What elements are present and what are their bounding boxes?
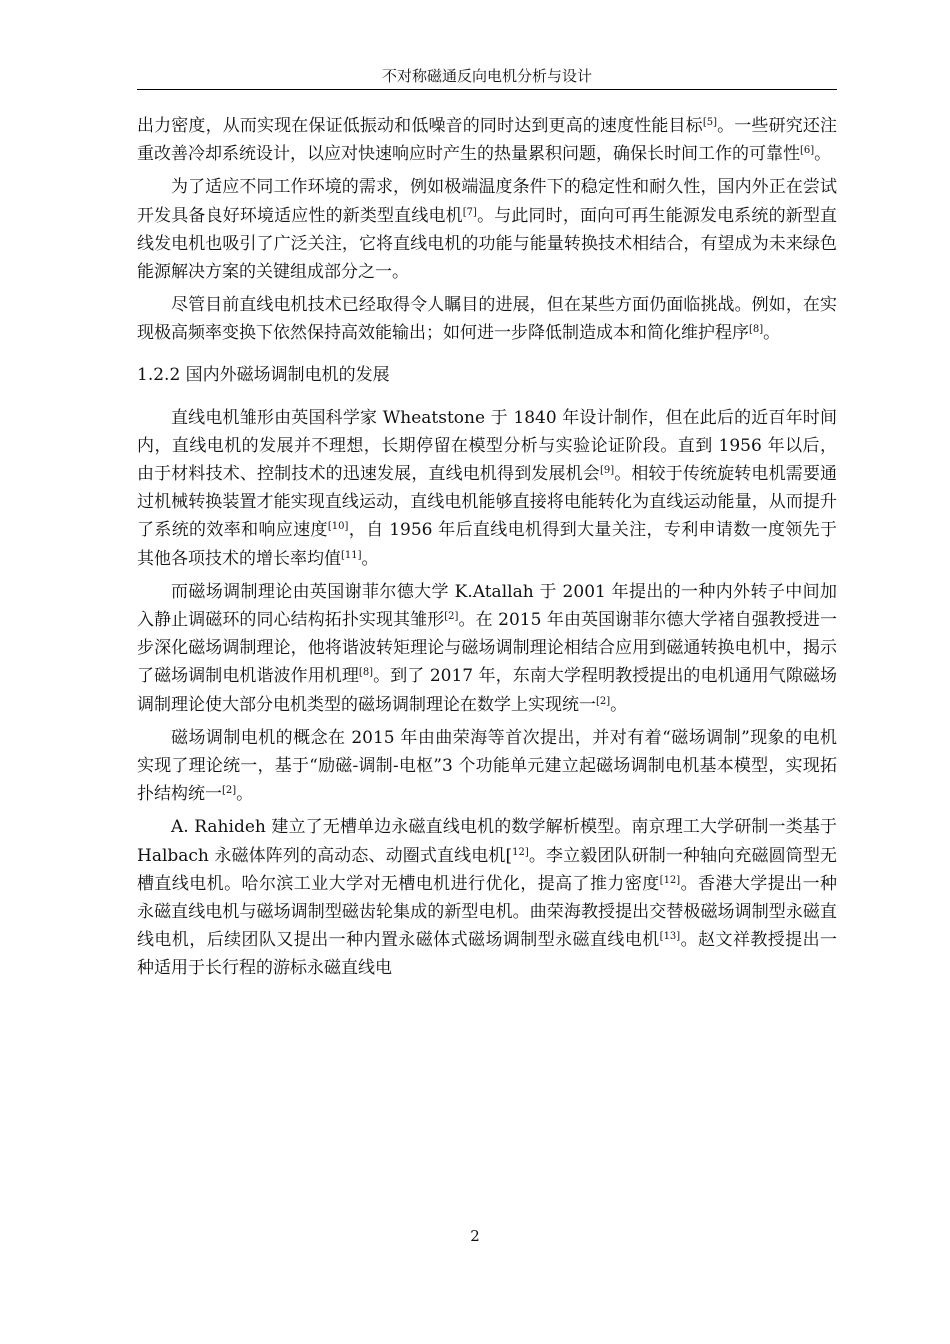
citation-ref: [13]	[659, 931, 681, 943]
citation-ref: [8]	[358, 667, 374, 679]
body-paragraph	[137, 291, 837, 347]
citation-ref: 12]	[512, 846, 529, 858]
section-heading: 1.2.2 国内外磁场调制电机的发展	[137, 364, 390, 385]
text-run: 。	[236, 784, 254, 805]
text-run: 。在 2015 年由英国谢菲尔德大学褚自强教授进一步深化磁场调制理论，他将谐波转矩理论与磁场调制理论相结合应用到磁通转换电机中，揭示了磁场调制电机谐波作用机理	[137, 610, 838, 687]
body-paragraph	[137, 578, 837, 719]
text-run: 。一些研究还注重改善冷却系统设计，以应对快速响应时产生的热量累积问题，确保长时间工作的可靠性	[137, 116, 838, 165]
page-number: 2	[470, 1227, 480, 1245]
text-run: 而磁场调制理论由英国谢菲尔德大学 K.Atallah 于 2001 年提出的一种内外转子中间加入静止调磁环的同心结构拓扑实现其雏形	[137, 581, 837, 631]
text-run: 直线电机雏形由英国科学家 Wheatstone 于 1840 年设计制作，但在此后的近百年时间内，直线电机的发展并不理想，长期停留在模型分析与实验论证阶段。直到 1956 年以后，由于材料技术、控制技术的迅速发展，直线电机得到发展机会	[137, 407, 837, 485]
text-run: A. Rahideh 建立了无槽单边永磁直线电机的数学解析模型。南京理工大学研制一类基于 Halbach 永磁体阵列的高动态、动圈式直线电机[	[137, 817, 837, 866]
citation-ref: [10]	[327, 521, 349, 533]
body-paragraph	[137, 112, 837, 168]
body-paragraph	[137, 404, 837, 573]
text-run: 。	[361, 548, 379, 569]
text-run: 。相较于传统旋转电机需要通过机械转换装置才能实现直线运动，直线电机能够直接将电能转化为直线运动能量，从而提升了系统的效率和响应速度	[137, 464, 838, 541]
citation-ref: [12]	[659, 874, 681, 886]
text-run: 。李立毅团队研制一种轴向充磁圆筒型无槽直线电机。哈尔滨工业大学对无槽电机进行优化，提高了推力密度	[137, 845, 837, 894]
text-run: 。	[814, 144, 832, 165]
page-body	[137, 112, 837, 983]
running-header: 不对称磁通反向电机分析与设计	[381, 67, 592, 85]
text-run: 。	[610, 694, 628, 715]
text-run: ，自 1956 年后直线电机得到大量关注，专利申请数一度领先于其他各项技术的增长率均值	[137, 520, 838, 569]
citation-ref: [8]	[749, 324, 764, 336]
body-paragraph	[137, 173, 837, 286]
citation-ref: [2]	[444, 611, 459, 623]
citation-ref: [2]	[222, 785, 237, 797]
header-rule	[137, 89, 837, 90]
citation-ref: [2]	[596, 695, 611, 707]
text-run: 磁场调制电机的概念在 2015 年由曲荣海等首次提出，并对有着“磁场调制”现象的电机实现了理论统一，基于“励磁-调制-电枢”3 个功能单元建立起磁场调制电机基本模型，实现拓扑结构统一	[137, 727, 837, 805]
paragraphs-top	[137, 112, 837, 348]
text-run: 。	[763, 323, 781, 344]
text-run: 出力密度，从而实现在保证低振动和低噪音的同时达到更高的速度性能目标	[137, 116, 703, 136]
body-paragraph	[137, 724, 837, 809]
text-run: 为了适应不同工作环境的需求，例如极端温度条件下的稳定性和耐久性，国内外正在尝试开发具备良好环境适应性的新类型直线电机	[137, 177, 837, 226]
body-paragraph	[137, 813, 837, 982]
paragraphs-bottom	[137, 404, 837, 983]
citation-ref: [11]	[341, 549, 362, 561]
citation-ref: [6]	[800, 145, 815, 157]
text-run: 。到了 2017 年，东南大学程明教授提出的电机通用气隙磁场调制理论使大部分电机类型的磁场调制理论在数学上实现统一	[137, 666, 837, 715]
text-run: 。赵文祥教授提出一种适用于长行程的游标永磁直线电	[137, 930, 838, 979]
citation-ref: [7]	[462, 206, 477, 218]
citation-ref: [5]	[702, 117, 717, 128]
text-run: 。香港大学提出一种永磁直线电机与磁场调制型磁齿轮集成的新型电机。曲荣海教授提出交替极磁场调制型永磁直线电机，后续团队又提出一种内置永磁体式磁场调制型永磁直线电机	[137, 873, 838, 951]
text-run: 。与此同时，面向可再生能源发电系统的新型直线发电机也吸引了广泛关注，它将直线电机的功能与能量转换技术相结合，有望成为未来绿色能源解决方案的关键组成部分之一。	[137, 205, 838, 283]
citation-ref: [9]	[599, 465, 615, 477]
text-run: 尽管目前直线电机技术已经取得令人瞩目的进展，但在某些方面仍面临挑战。例如，在实现极高频率变换下依然保持高效能输出；如何进一步降低制造成本和简化维护程序	[137, 295, 837, 344]
